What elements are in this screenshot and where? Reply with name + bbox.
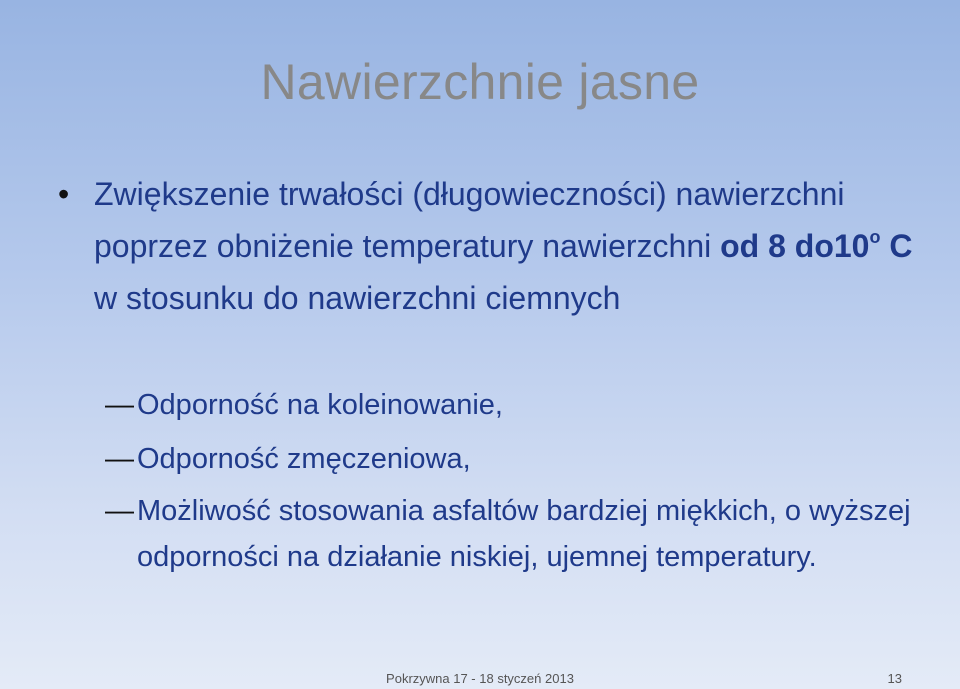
sub-bullet-text: Odporność na koleinowanie, (137, 389, 503, 421)
main-bullet (58, 168, 938, 324)
sub-bullet (105, 382, 955, 428)
main-bullet-text (94, 168, 938, 324)
slide-title: Nawierzchnie jasne (260, 54, 700, 110)
dash-icon: — (105, 495, 134, 527)
bullet-text-part2: w stosunku do nawierzchni ciemnych (94, 280, 621, 316)
slide-number: 13 (887, 671, 902, 686)
bullet-text-superscript: o (869, 227, 881, 247)
sub-bullet (105, 436, 955, 482)
sub-bullet-text: Możliwość stosowania asfaltów bardziej miękkich, o wyższej odporności na działanie niskiej, ujemnej temperatury. (137, 495, 911, 573)
footer-text: Pokrzywna 17 - 18 styczeń 2013 (386, 671, 574, 686)
dash-icon: — (105, 443, 134, 475)
bullet-text-part1: Zwiększenie trwałości (długowieczności) nawierzchni poprzez obniżenie temperatury nawierzchni (94, 176, 845, 264)
footer (0, 668, 960, 689)
bullet-text-unit: C (880, 228, 913, 264)
sub-bullet-text: Odporność zmęczeniowa, (137, 443, 471, 475)
dash-icon: — (105, 389, 134, 421)
bullet-dot-icon: • (58, 176, 70, 212)
bullet-text-bold: od 8 do10 (720, 228, 870, 264)
sub-bullet (105, 488, 955, 580)
